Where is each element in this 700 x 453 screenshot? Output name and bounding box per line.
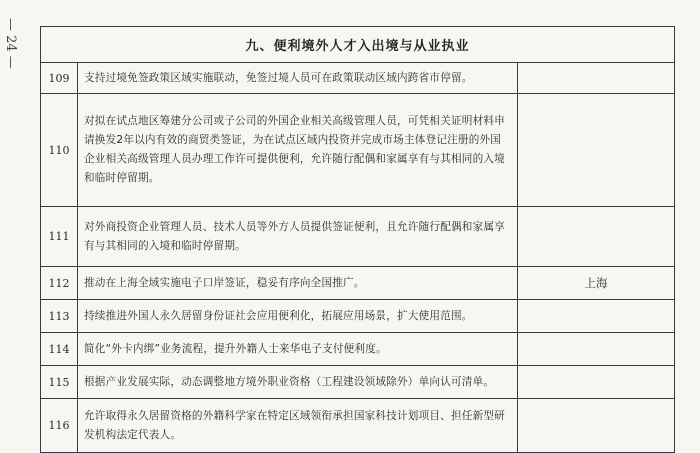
table-row (41, 267, 675, 300)
table-row (41, 333, 675, 366)
row-place (518, 94, 675, 207)
row-place: 上海 (518, 267, 675, 300)
row-text: 允许取得永久居留资格的外籍科学家在特定区域领衔承担国家科技计划项目、担任新型研发机构法定代表人。 (78, 399, 518, 453)
section-title: 九、便利境外人才入出境与从业执业 (41, 27, 675, 63)
table-row (41, 94, 675, 207)
row-place (518, 63, 675, 94)
table-row (41, 207, 675, 267)
table-row (41, 366, 675, 399)
row-text: 推动在上海全域实施电子口岸签证，稳妥有序向全国推广。 (78, 267, 518, 300)
row-text: 根据产业发展实际，动态调整地方境外职业资格（工程建设领域除外）单向认可清单。 (78, 366, 518, 399)
row-place (518, 300, 675, 333)
table-row (41, 300, 675, 333)
row-number: 115 (41, 366, 78, 399)
row-number: 114 (41, 333, 78, 366)
row-place (518, 333, 675, 366)
row-number: 110 (41, 94, 78, 207)
row-place (518, 366, 675, 399)
row-number: 116 (41, 399, 78, 453)
table-row (41, 63, 675, 94)
row-place (518, 207, 675, 267)
section-header-row (41, 27, 675, 63)
page-number: — 24 — (3, 18, 18, 69)
row-text: 持续推进外国人永久居留身份证社会应用便利化，拓展应用场景，扩大使用范围。 (78, 300, 518, 333)
row-number: 112 (41, 267, 78, 300)
table-row (41, 399, 675, 453)
row-number: 111 (41, 207, 78, 267)
row-number: 113 (41, 300, 78, 333)
row-number: 109 (41, 63, 78, 94)
row-place (518, 399, 675, 453)
row-text: 简化“外卡内绑”业务流程，提升外籍人士来华电子支付便利度。 (78, 333, 518, 366)
row-text: 对拟在试点地区筹建分公司或子公司的外国企业相关高级管理人员，可凭相关证明材料申请换发2年以内有效的商贸类签证，为在试点区域内投资并完成市场主体登记注册的外国企业相关高级管理人员办理工作许可提供便利，允许随行配偶和家属享有与其相同的入境和临时停留期。 (78, 94, 518, 207)
row-text: 支持过境免签政策区域实施联动，免签过境人员可在政策联动区域内跨省市停留。 (78, 63, 518, 94)
row-text: 对外商投资企业管理人员、技术人员等外方人员提供签证便利，且允许随行配偶和家属享有与其相同的入境和临时停留期。 (78, 207, 518, 267)
policy-table (40, 26, 675, 453)
